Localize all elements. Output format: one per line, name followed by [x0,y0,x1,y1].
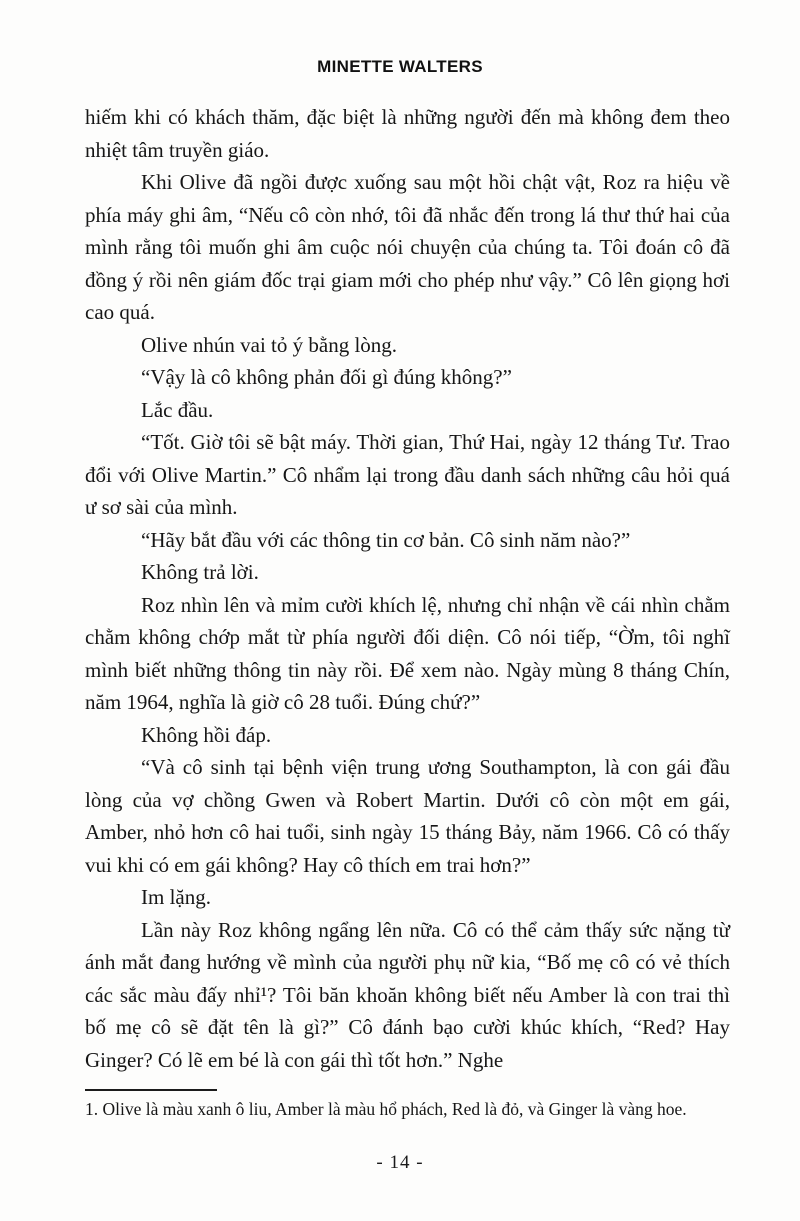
page-number: - 14 - [376,1152,424,1173]
paragraph: Không trả lời. [141,560,259,584]
paragraph: “Hãy bắt đầu với các thông tin cơ bản. Cô sinh năm nào?” [141,527,631,552]
paragraph: Olive nhún vai tỏ ý bằng lòng. [141,332,398,357]
paragraph: “Và cô sinh tại bệnh viện trung ương Southampton, là con gái đầu lòng của vợ chồng Gwen và Robert Martin. Dưới cô còn một em gái, Amber, nhỏ hơn cô hai tuổi, sinh ngày 15 tháng Bảy, năm 1966. Cô có thấy vui khi có em gái không? Hay cô thích em trai hơn?” [85,755,730,877]
paragraph: “Vậy là cô không phản đối gì đúng không?” [141,365,512,389]
paragraph: Lắc đầu. [141,397,214,422]
paragraph: Lần này Roz không ngẩng lên nữa. Cô có thể cảm thấy sức nặng từ ánh mắt đang hướng về mình của người phụ nữ kia, “Bố mẹ cô có vẻ thích các sắc màu đấy nhỉ¹? Tôi băn khoăn không biết nếu Amber là con trai thì bố mẹ cô sẽ đặt tên là gì?” Cô đánh bạo cười khúc khích, “Red? Hay Ginger? Có lẽ em bé là con gái thì tốt hơn.” Nghe [85,917,730,1072]
paragraph: Roz nhìn lên và mỉm cười khích lệ, nhưng chỉ nhận về cái nhìn chằm chằm không chớp mắt từ phía người đối diện. Cô nói tiếp, “Ờm, tôi nghĩ mình biết những thông tin này rồi. Để xem nào. Ngày mùng 8 tháng Chín, năm 1964, nghĩa là giờ cô 28 tuổi. Đúng chứ?” [85,592,730,714]
running-header: MINETTE WALTERS [317,57,483,76]
footnote-separator-rule [85,1089,217,1091]
paragraph: Không hồi đáp. [141,722,272,747]
paragraph: hiếm khi có khách thăm, đặc biệt là những người đến mà không đem theo nhiệt tâm truyền giáo. [85,105,730,162]
paragraph: Khi Olive đã ngồi được xuống sau một hồi chật vật, Roz ra hiệu về phía máy ghi âm, “Nếu cô còn nhớ, tôi đã nhắc đến trong lá thư thứ hai của mình rằng tôi muốn ghi âm cuộc nói chuyện của chúng ta. Tôi đoán cô đã đồng ý rồi nên giám đốc trại giam mới cho phép như vậy.” Cô lên giọng hơi cao quá. [85,170,730,324]
body-text [85,101,730,1076]
footnote-text: 1. Olive là màu xanh ô liu, Amber là màu hổ phách, Red là đỏ, và Ginger là vàng hoe. [85,1099,687,1119]
paragraph: “Tốt. Giờ tôi sẽ bật máy. Thời gian, Thứ Hai, ngày 12 tháng Tư. Trao đổi với Olive Martin.” Cô nhẩm lại trong đầu danh sách những câu hỏi quá ư sơ sài của mình. [85,430,730,519]
paragraph: Im lặng. [141,885,211,909]
footnote [85,1089,730,1121]
